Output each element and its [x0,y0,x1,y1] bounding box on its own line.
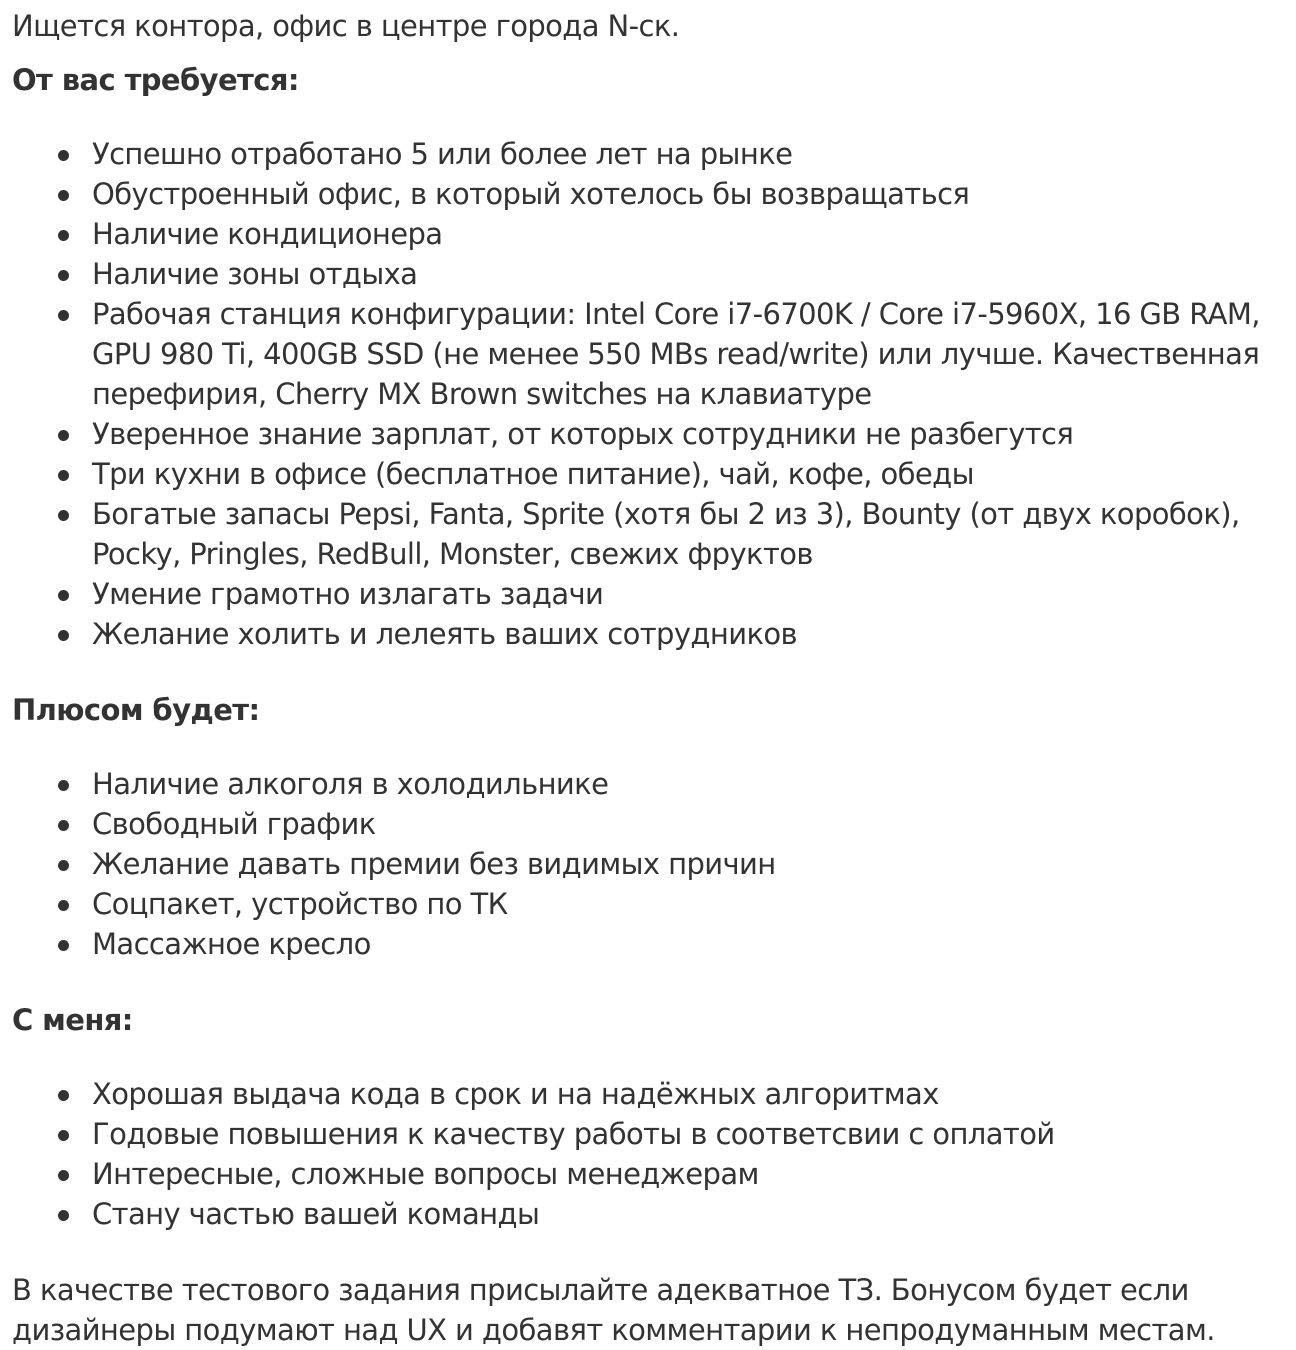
footer-text: В качестве тестового задания присылайте адекватное ТЗ. Бонусом будет если дизайнеры подумают над UX и добавят комментарии к непродуманным местам. [12,1273,1215,1347]
bullet-icon [58,150,69,161]
list-item: Умение грамотно излагать задачи [92,574,1284,614]
list-item: Массажное кресло [92,924,1284,964]
list-item: Три кухни в офисе (бесплатное питание), чай, кофе, обеды [92,454,1284,494]
list-item: Наличие кондиционера [92,214,1284,254]
list-item: Богатые запасы Pepsi, Fanta, Sprite (хотя бы 2 из 3), Bounty (от двух коробок), Pocky, Pringles, RedBull, Monster, свежих фруктов [92,494,1284,574]
section-offer [12,1000,1284,1234]
bullet-icon [58,1130,69,1141]
bullet-icon [58,940,69,951]
list-item: Стану частью вашей команды [92,1194,1284,1234]
section-requirements [12,60,1284,654]
list-item: Обустроенный офис, в который хотелось бы возвращаться [92,174,1284,214]
list-item: Желание холить и лелеять ваших сотрудников [92,614,1284,654]
section-heading-offer: С меня: [12,1003,133,1037]
bullet-icon [58,1170,69,1181]
requirements-list [12,134,1284,654]
list-item: Свободный график [92,804,1284,844]
bullet-icon [58,780,69,791]
section-heading-bonus: Плюсом будет: [12,693,260,727]
bullet-icon [58,630,69,641]
bullet-icon [58,470,69,481]
bullet-icon [58,510,69,521]
bullet-icon [58,590,69,601]
bullet-icon [58,820,69,831]
list-item: Желание давать премии без видимых причин [92,844,1284,884]
list-item: Уверенное знание зарплат, от которых сотрудники не разбегутся [92,414,1284,454]
bullet-icon [58,1090,69,1101]
bullet-icon [58,270,69,281]
bullet-icon [58,310,69,321]
intro-text: Ищется контора, офис в центре города N-ск. [12,9,680,43]
list-item: Рабочая станция конфигурации: Intel Core i7-6700K / Core i7-5960X, 16 GB RAM, GPU 980 Ti, 400GB SSD (не менее 550 MBs read/write) или лучше. Качественная перефирия, Cherry MX Brown switches на клавиатуре [92,294,1284,414]
bullet-icon [58,230,69,241]
list-item: Соцпакет, устройство по ТК [92,884,1284,924]
list-item: Наличие зоны отдыха [92,254,1284,294]
bullet-icon [58,1210,69,1221]
bonus-list [12,764,1284,964]
list-item: Наличие алкоголя в холодильнике [92,764,1284,804]
section-heading-requirements: От вас требуется: [12,63,299,97]
bullet-icon [58,190,69,201]
list-item: Успешно отработано 5 или более лет на рынке [92,134,1284,174]
list-item: Годовые повышения к качеству работы в соответсвии с оплатой [92,1114,1284,1154]
list-item: Хорошая выдача кода в срок и на надёжных алгоритмах [92,1074,1284,1114]
list-item: Интересные, сложные вопросы менеджерам [92,1154,1284,1194]
bullet-icon [58,860,69,871]
section-bonus [12,690,1284,964]
offer-list [12,1074,1284,1234]
bullet-icon [58,900,69,911]
bullet-icon [58,430,69,441]
